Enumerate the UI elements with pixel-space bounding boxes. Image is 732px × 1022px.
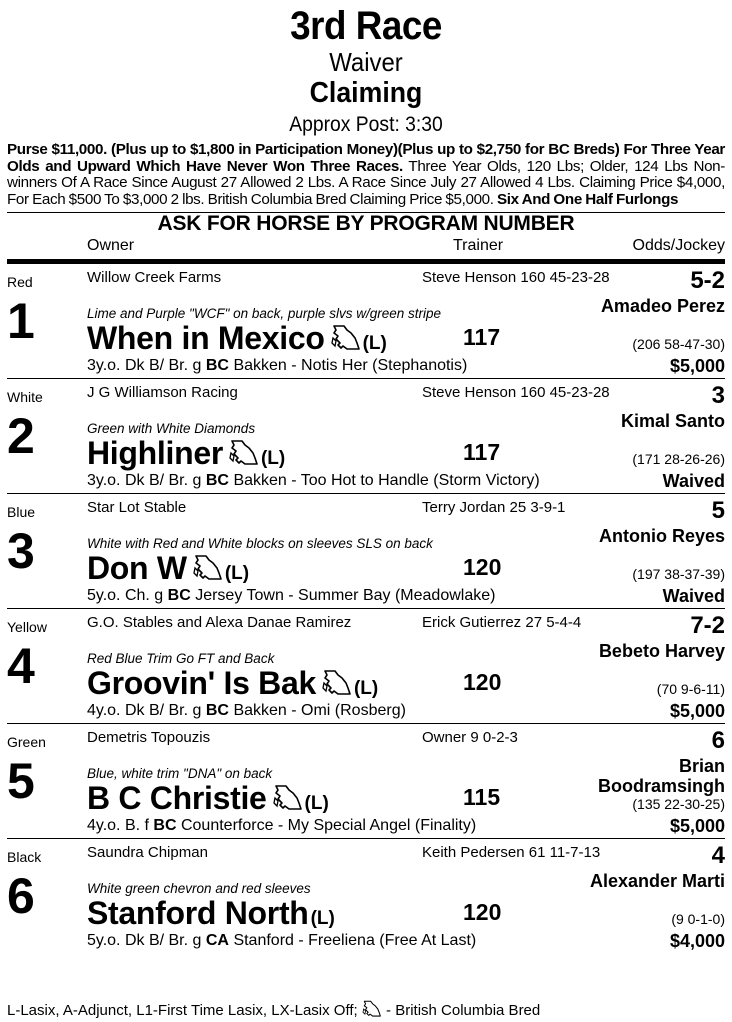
entry-row bbox=[7, 494, 725, 609]
trainer-info: Erick Gutierrez 27 5-4-4 bbox=[422, 614, 582, 632]
horse-name: Don W bbox=[87, 550, 187, 587]
weight: 117 bbox=[463, 439, 501, 466]
program-number: 6 bbox=[7, 868, 35, 925]
pedigree: Bakken - Too Hot to Handle (Storm Victory) bbox=[233, 472, 540, 490]
col-owner: Owner bbox=[87, 237, 135, 255]
claiming-price: $4,000 bbox=[669, 931, 725, 952]
morning-line-odds: 7-2 bbox=[690, 612, 725, 640]
claiming-price: $5,000 bbox=[669, 356, 725, 377]
race-type: Claiming bbox=[309, 77, 423, 109]
medication: (L) bbox=[353, 678, 379, 700]
jockey-stats: (171 28-26-26) bbox=[632, 451, 725, 468]
silks-description: Blue, white trim "DNA" on back bbox=[87, 766, 273, 782]
owner-name: Star Lot Stable bbox=[87, 499, 187, 517]
state-bred: BC bbox=[167, 587, 191, 605]
state-bred: BC bbox=[153, 817, 177, 835]
breeding-line bbox=[87, 817, 476, 835]
bc-bred-icon bbox=[331, 324, 361, 352]
banner-text: ASK FOR HORSE BY PROGRAM NUMBER bbox=[157, 212, 575, 236]
race-subtitle: Waiver bbox=[329, 47, 403, 77]
horse-name: When in Mexico bbox=[87, 320, 325, 357]
jockey-stats: (135 22-30-25) bbox=[632, 796, 725, 813]
program-number: 1 bbox=[7, 293, 35, 350]
entry-row bbox=[7, 264, 725, 379]
entries-list bbox=[0, 264, 732, 953]
claiming-price: $5,000 bbox=[669, 701, 725, 722]
jockey-name: Brian Boodramsingh bbox=[597, 756, 725, 797]
conditions-text: Three Year Olds, 120 Lbs; Older, 124 Lbs Non-winners Of A Race Since August 27 Allowed 2 Lbs. A Race Since July 27 Allowed 4 Lbs. Claiming Price $4,000, For Each $500 To $3,000 2 lbs. British Columbia Bred Claiming Price $5,000. bbox=[7, 157, 725, 208]
program-number: 2 bbox=[7, 408, 35, 465]
pedigree: Jersey Town - Summer Bay (Meadowlake) bbox=[195, 587, 496, 605]
jockey-stats: (70 9-6-11) bbox=[656, 681, 725, 698]
morning-line-odds: 3 bbox=[711, 382, 725, 410]
jockey-name: Alexander Marti bbox=[589, 871, 725, 892]
silks-description: Red Blue Trim Go FT and Back bbox=[87, 651, 275, 667]
age-color-sex: 3y.o. Dk B/ Br. g bbox=[87, 472, 202, 490]
age-color-sex: 4y.o. Dk B/ Br. g bbox=[87, 702, 202, 720]
saddle-color: Blue bbox=[7, 504, 36, 521]
trainer-info: Keith Pedersen 61 11-7-13 bbox=[422, 844, 601, 862]
program-number: 5 bbox=[7, 753, 35, 810]
entry-row bbox=[7, 724, 725, 839]
silks-description: Lime and Purple "WCF" on back, purple slvs w/green stripe bbox=[87, 306, 441, 322]
pedigree: Bakken - Omi (Rosberg) bbox=[233, 702, 406, 720]
owner-name: Saundra Chipman bbox=[87, 844, 208, 862]
bc-bred-icon bbox=[322, 669, 352, 697]
footer-bc-text: - British Columbia Bred bbox=[381, 1002, 541, 1019]
horse-name: B C Christie bbox=[87, 780, 267, 817]
saddle-color: Red bbox=[7, 274, 33, 291]
medication: (L) bbox=[310, 908, 335, 930]
owner-name: Demetris Topouzis bbox=[87, 729, 211, 747]
age-color-sex: 3y.o. Dk B/ Br. g bbox=[87, 357, 202, 375]
program-number: 3 bbox=[7, 523, 35, 580]
medication: (L) bbox=[304, 793, 329, 815]
jockey-name: Antonio Reyes bbox=[598, 526, 725, 547]
age-color-sex: 4y.o. B. f bbox=[87, 817, 149, 835]
pedigree: Counterforce - My Special Angel (Finality) bbox=[180, 817, 477, 835]
jockey-stats: (9 0-1-0) bbox=[671, 911, 725, 928]
state-bred: BC bbox=[205, 357, 229, 375]
col-trainer: Trainer bbox=[453, 237, 504, 255]
owner-name: G.O. Stables and Alexa Danae Ramirez bbox=[87, 614, 352, 632]
trainer-info: Steve Henson 160 45-23-28 bbox=[422, 384, 610, 402]
morning-line-odds: 5-2 bbox=[690, 267, 725, 295]
silks-description: White green chevron and red sleeves bbox=[87, 881, 311, 897]
footer-legend bbox=[7, 1000, 540, 1019]
race-title: 3rd Race bbox=[290, 4, 442, 48]
breeding-line bbox=[87, 357, 467, 375]
pedigree: Bakken - Notis Her (Stephanotis) bbox=[233, 357, 468, 375]
jockey-name: Bebeto Harvey bbox=[598, 641, 725, 662]
claiming-price: Waived bbox=[662, 586, 725, 607]
medication: (L) bbox=[362, 333, 387, 355]
jockey-stats: (197 38-37-39) bbox=[632, 566, 725, 583]
weight: 120 bbox=[463, 899, 502, 926]
conditions-bold: Purse $11,000. (Plus up to $1,800 in Participation Money)(Plus up to $2,750 for BC Breds) For Three Year Olds and Upward Which Have Never Won Three Races. bbox=[7, 141, 725, 175]
bc-bred-icon bbox=[273, 784, 303, 812]
trainer-info: Terry Jordan 25 3-9-1 bbox=[422, 499, 566, 517]
entry-row bbox=[7, 379, 725, 494]
state-bred: BC bbox=[205, 472, 229, 490]
silks-description: Green with White Diamonds bbox=[87, 421, 256, 437]
horse-name: Highliner bbox=[87, 435, 223, 472]
jockey-name: Kimal Santo bbox=[620, 411, 725, 432]
jockey-name: Amadeo Perez bbox=[600, 296, 725, 317]
medication: (L) bbox=[260, 448, 286, 470]
conditions-distance: Six And One Half Furlongs bbox=[497, 190, 679, 208]
age-color-sex: 5y.o. Ch. g bbox=[87, 587, 164, 605]
weight: 117 bbox=[463, 324, 501, 351]
trainer-info: Steve Henson 160 45-23-28 bbox=[422, 269, 610, 287]
race-header bbox=[0, 0, 732, 138]
entry-row bbox=[7, 839, 725, 953]
silks-description: White with Red and White blocks on sleeves SLS on back bbox=[87, 536, 433, 552]
column-headers bbox=[7, 235, 725, 259]
jockey-stats: (206 58-47-30) bbox=[632, 336, 725, 353]
horse-name: Stanford North bbox=[87, 895, 309, 932]
pedigree: Stanford - Freeliena (Free At Last) bbox=[233, 932, 477, 950]
race-conditions bbox=[7, 142, 725, 208]
bc-bred-icon bbox=[193, 554, 223, 582]
bc-bred-icon bbox=[362, 1000, 382, 1018]
medication: (L) bbox=[224, 563, 250, 585]
post-time: Approx Post: 3:30 bbox=[289, 113, 443, 136]
owner-name: Willow Creek Farms bbox=[87, 269, 222, 287]
morning-line-odds: 5 bbox=[711, 497, 725, 525]
banner-bar bbox=[7, 212, 725, 235]
age-color-sex: 5y.o. Dk B/ Br. g bbox=[87, 932, 202, 950]
bc-bred-icon bbox=[229, 439, 259, 467]
claiming-price: Waived bbox=[662, 471, 725, 492]
program-number: 4 bbox=[7, 638, 35, 695]
horse-name: Groovin' Is Bak bbox=[87, 665, 316, 702]
morning-line-odds: 4 bbox=[711, 842, 725, 870]
saddle-color: Yellow bbox=[7, 619, 47, 636]
footer-legend-text: L-Lasix, A-Adjunct, L1-First Time Lasix, LX-Lasix Off; bbox=[7, 1002, 362, 1019]
state-bred: BC bbox=[205, 702, 229, 720]
owner-name: J G Williamson Racing bbox=[87, 384, 238, 402]
breeding-line bbox=[87, 932, 476, 950]
breeding-line bbox=[87, 702, 406, 720]
saddle-color: Green bbox=[7, 734, 46, 751]
weight: 120 bbox=[463, 669, 502, 696]
morning-line-odds: 6 bbox=[711, 727, 725, 755]
weight: 120 bbox=[463, 554, 502, 581]
breeding-line bbox=[87, 587, 495, 605]
state-bred: CA bbox=[205, 932, 229, 950]
claiming-price: $5,000 bbox=[669, 816, 725, 837]
saddle-color: Black bbox=[7, 849, 42, 866]
breeding-line bbox=[87, 472, 540, 490]
col-odds-jockey: Odds/Jockey bbox=[632, 237, 725, 255]
weight: 115 bbox=[463, 784, 501, 811]
saddle-color: White bbox=[7, 389, 43, 406]
trainer-info: Owner 9 0-2-3 bbox=[422, 729, 518, 747]
entry-row bbox=[7, 609, 725, 724]
